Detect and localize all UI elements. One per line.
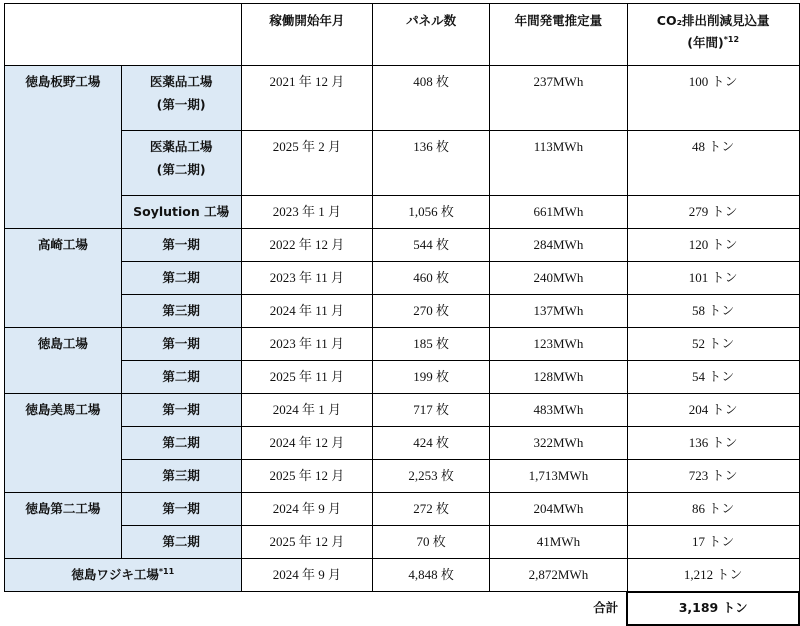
power-cell: 322MWh bbox=[490, 427, 628, 460]
co2-cell: 100 トン bbox=[627, 66, 799, 131]
phase-line2: (第二期) bbox=[156, 162, 206, 177]
header-blank-cell bbox=[5, 4, 242, 66]
start-cell: 2025 年 11 月 bbox=[241, 361, 373, 394]
panels-cell: 1,056 枚 bbox=[373, 196, 490, 229]
power-cell: 128MWh bbox=[490, 361, 628, 394]
start-cell: 2024 年 9 月 bbox=[241, 493, 373, 526]
panels-cell: 199 枚 bbox=[373, 361, 490, 394]
phase-line1: 医薬品工場 bbox=[149, 74, 213, 89]
phase-cell: Soylution 工場 bbox=[121, 196, 241, 229]
panels-cell: 2,253 枚 bbox=[373, 460, 490, 493]
co2-cell: 279 トン bbox=[627, 196, 799, 229]
panels-cell: 424 枚 bbox=[373, 427, 490, 460]
panels-cell: 544 枚 bbox=[373, 229, 490, 262]
header-co2-line1: CO₂排出削減見込量 bbox=[656, 13, 770, 28]
co2-cell: 58 トン bbox=[627, 295, 799, 328]
table-row bbox=[5, 493, 800, 526]
site-mima: 徳島美馬工場 bbox=[5, 394, 122, 493]
header-co2 bbox=[627, 4, 799, 66]
phase-cell: 第二期 bbox=[121, 427, 241, 460]
solar-panel-table bbox=[4, 3, 800, 626]
power-cell: 2,872MWh bbox=[490, 559, 628, 592]
start-cell: 2024 年 9 月 bbox=[241, 559, 373, 592]
table-row bbox=[5, 361, 800, 394]
panels-cell: 272 枚 bbox=[373, 493, 490, 526]
power-cell: 204MWh bbox=[490, 493, 628, 526]
power-cell: 1,713MWh bbox=[490, 460, 628, 493]
co2-cell: 120 トン bbox=[627, 229, 799, 262]
table-row bbox=[5, 559, 800, 592]
table-row bbox=[5, 526, 800, 559]
power-cell: 661MWh bbox=[490, 196, 628, 229]
site-daini: 徳島第二工場 bbox=[5, 493, 122, 559]
phase-line2: (第一期) bbox=[156, 97, 206, 112]
power-cell: 240MWh bbox=[490, 262, 628, 295]
table-row bbox=[5, 229, 800, 262]
total-label: 合計 bbox=[593, 600, 619, 616]
total-value: 3,189 トン bbox=[627, 592, 799, 625]
power-cell: 113MWh bbox=[490, 131, 628, 196]
co2-cell: 723 トン bbox=[627, 460, 799, 493]
panels-cell: 270 枚 bbox=[373, 295, 490, 328]
phase-cell bbox=[121, 66, 241, 131]
start-cell: 2023 年 1 月 bbox=[241, 196, 373, 229]
site-wajiki-label: 徳島ワジキ工場 bbox=[71, 567, 159, 582]
co2-cell: 52 トン bbox=[627, 328, 799, 361]
start-cell: 2021 年 12 月 bbox=[241, 66, 373, 131]
site-tokushima: 徳島工場 bbox=[5, 328, 122, 394]
panels-cell: 460 枚 bbox=[373, 262, 490, 295]
start-cell: 2022 年 12 月 bbox=[241, 229, 373, 262]
header-power: 年間発電推定量 bbox=[490, 4, 628, 66]
table-row bbox=[5, 295, 800, 328]
header-panels: パネル数 bbox=[373, 4, 490, 66]
phase-cell: 第三期 bbox=[121, 295, 241, 328]
start-cell: 2024 年 12 月 bbox=[241, 427, 373, 460]
table-row bbox=[5, 427, 800, 460]
header-start: 稼働開始年月 bbox=[241, 4, 373, 66]
start-cell: 2023 年 11 月 bbox=[241, 262, 373, 295]
panels-cell: 185 枚 bbox=[373, 328, 490, 361]
start-cell: 2025 年 12 月 bbox=[241, 526, 373, 559]
phase-cell bbox=[121, 131, 241, 196]
start-cell: 2025 年 2 月 bbox=[241, 131, 373, 196]
start-cell: 2024 年 11 月 bbox=[241, 295, 373, 328]
power-cell: 483MWh bbox=[490, 394, 628, 427]
phase-cell: 第一期 bbox=[121, 229, 241, 262]
site-takasaki: 高崎工場 bbox=[5, 229, 122, 328]
site-itano: 徳島板野工場 bbox=[5, 66, 122, 229]
table-row bbox=[5, 131, 800, 196]
table-row bbox=[5, 328, 800, 361]
power-cell: 237MWh bbox=[490, 66, 628, 131]
header-row bbox=[5, 4, 800, 66]
header-co2-note: *12 bbox=[723, 35, 740, 44]
total-row bbox=[5, 592, 800, 625]
phase-cell: 第三期 bbox=[121, 460, 241, 493]
panels-cell: 408 枚 bbox=[373, 66, 490, 131]
co2-cell: 204 トン bbox=[627, 394, 799, 427]
site-wajiki-note: *11 bbox=[158, 567, 175, 576]
table-row bbox=[5, 394, 800, 427]
table-row bbox=[5, 460, 800, 493]
co2-cell: 54 トン bbox=[627, 361, 799, 394]
phase-cell: 第一期 bbox=[121, 493, 241, 526]
start-cell: 2024 年 1 月 bbox=[241, 394, 373, 427]
phase-cell: 第二期 bbox=[121, 262, 241, 295]
power-cell: 41MWh bbox=[490, 526, 628, 559]
table-row bbox=[5, 262, 800, 295]
co2-cell: 48 トン bbox=[627, 131, 799, 196]
start-cell: 2023 年 11 月 bbox=[241, 328, 373, 361]
co2-cell: 101 トン bbox=[627, 262, 799, 295]
panels-cell: 70 枚 bbox=[373, 526, 490, 559]
site-wajiki bbox=[5, 559, 242, 592]
panels-cell: 4,848 枚 bbox=[373, 559, 490, 592]
panels-cell: 136 枚 bbox=[373, 131, 490, 196]
phase-cell: 第一期 bbox=[121, 394, 241, 427]
header-co2-line2: (年間) bbox=[687, 35, 724, 50]
phase-line1: 医薬品工場 bbox=[149, 139, 213, 154]
power-cell: 137MWh bbox=[490, 295, 628, 328]
power-cell: 123MWh bbox=[490, 328, 628, 361]
phase-cell: 第二期 bbox=[121, 526, 241, 559]
phase-cell: 第二期 bbox=[121, 361, 241, 394]
phase-cell: 第一期 bbox=[121, 328, 241, 361]
co2-cell: 136 トン bbox=[627, 427, 799, 460]
co2-cell: 17 トン bbox=[627, 526, 799, 559]
table-row bbox=[5, 196, 800, 229]
start-cell: 2025 年 12 月 bbox=[241, 460, 373, 493]
power-cell: 284MWh bbox=[490, 229, 628, 262]
co2-cell: 1,212 トン bbox=[627, 559, 799, 592]
co2-cell: 86 トン bbox=[627, 493, 799, 526]
panels-cell: 717 枚 bbox=[373, 394, 490, 427]
table-row bbox=[5, 66, 800, 131]
